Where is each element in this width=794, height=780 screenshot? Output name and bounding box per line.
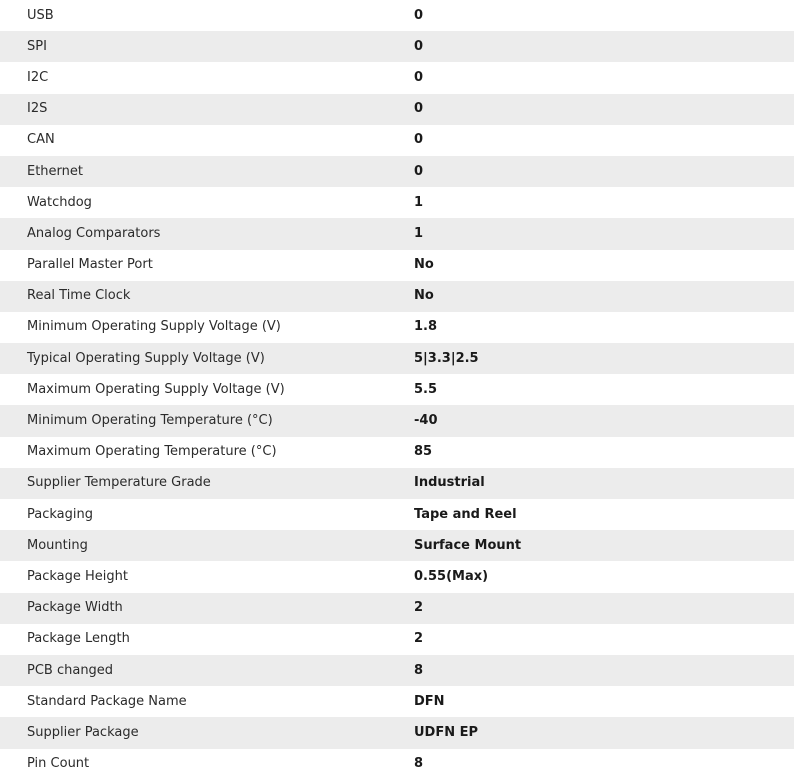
spec-value: 1 [414,194,424,210]
spec-label: Typical Operating Supply Voltage (V) [27,350,265,366]
spec-label: Analog Comparators [27,225,161,241]
spec-value: 5.5 [414,381,438,397]
spec-value: Surface Mount [414,537,522,553]
spec-label: Package Width [27,600,123,616]
spec-label: Standard Package Name [27,693,187,709]
spec-value: 0.55(Max) [414,568,489,584]
spec-value: 0 [414,101,424,117]
spec-value: 0 [414,69,424,85]
spec-label: Pin Count [27,756,90,772]
spec-label: Minimum Operating Temperature (°C) [27,413,273,429]
spec-value: 1.8 [414,319,438,335]
spec-label: Maximum Operating Supply Voltage (V) [27,381,285,397]
spec-value: Industrial [414,475,485,491]
spec-row-i2c [0,62,794,93]
spec-row-spi [0,31,794,62]
spec-label: Package Length [27,631,130,647]
spec-row-max-operating-temperature [0,437,794,468]
spec-row-max-supply-voltage [0,374,794,405]
spec-label: Ethernet [27,163,83,179]
spec-value: DFN [414,693,445,709]
spec-value: 0 [414,132,424,148]
spec-row-package-height [0,561,794,592]
spec-value: -40 [414,413,438,429]
spec-value: No [414,257,434,273]
spec-row-package-length [0,624,794,655]
spec-row-standard-package-name [0,686,794,717]
spec-label: CAN [27,132,55,148]
spec-row-real-time-clock [0,281,794,312]
spec-row-analog-comparators [0,218,794,249]
spec-value: 1 [414,225,424,241]
spec-row-parallel-master-port [0,250,794,281]
spec-label: Packaging [27,506,93,522]
spec-value: 8 [414,662,424,678]
spec-row-supplier-temperature-grade [0,468,794,499]
spec-label: Watchdog [27,194,92,210]
spec-label: Package Height [27,568,128,584]
spec-label: Minimum Operating Supply Voltage (V) [27,319,281,335]
spec-value: 85 [414,444,433,460]
spec-label: USB [27,7,54,23]
spec-value: 0 [414,38,424,54]
spec-label: I2S [27,101,48,117]
spec-row-min-operating-temperature [0,405,794,436]
spec-label: Supplier Temperature Grade [27,475,211,491]
spec-label: Maximum Operating Temperature (°C) [27,444,277,460]
spec-value: No [414,288,434,304]
spec-label: Supplier Package [27,724,139,740]
spec-row-i2s [0,94,794,125]
spec-row-package-width [0,593,794,624]
spec-row-watchdog [0,187,794,218]
spec-row-pcb-changed [0,655,794,686]
spec-value: 0 [414,7,424,23]
spec-value: 2 [414,600,424,616]
spec-value: UDFN EP [414,724,479,740]
spec-row-can [0,125,794,156]
spec-value: 8 [414,756,424,772]
spec-row-min-supply-voltage [0,312,794,343]
spec-label: I2C [27,69,49,85]
spec-row-typical-supply-voltage [0,343,794,374]
spec-value: Tape and Reel [414,506,517,522]
spec-row-packaging [0,499,794,530]
spec-label: SPI [27,38,47,54]
spec-row-mounting [0,530,794,561]
spec-label: Real Time Clock [27,288,131,304]
spec-label: Parallel Master Port [27,257,153,273]
spec-label: Mounting [27,537,88,553]
spec-value: 2 [414,631,424,647]
spec-value: 5|3.3|2.5 [414,350,479,366]
spec-label: PCB changed [27,662,114,678]
spec-row-pin-count [0,749,794,780]
spec-row-ethernet [0,156,794,187]
spec-row-usb [0,0,794,31]
spec-value: 0 [414,163,424,179]
spec-row-supplier-package [0,717,794,748]
